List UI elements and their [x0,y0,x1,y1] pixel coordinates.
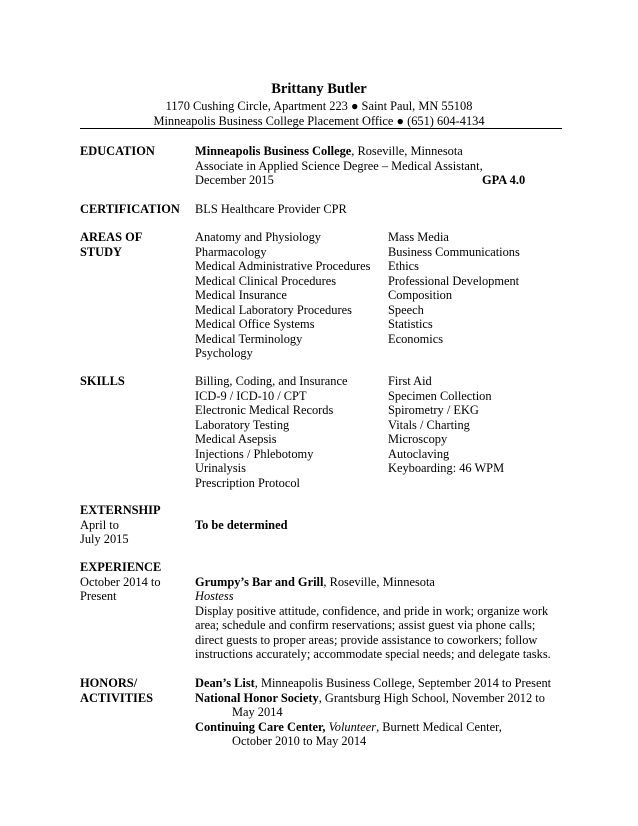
education-location: , Roseville, Minnesota [351,144,463,158]
honor-item-continuation: May 2014 [232,705,283,719]
study-item: Economics [388,331,444,346]
externship-dates-line1: April to [80,517,119,532]
honor-detail: , Minneapolis Business College, September 2014 to Present [254,676,552,690]
skill-item: Electronic Medical Records [195,403,334,417]
areas-of-study-heading-line2: STUDY [80,244,122,259]
honors-heading-line1: HONORS/ [80,676,138,690]
experience-employer-line [195,575,435,590]
honor-title: Continuing Care Center, [195,719,326,734]
address-line: 1170 Cushing Circle, Apartment 223 ● Saint Paul, MN 55108 [165,99,473,113]
skills-column-2 [388,374,504,476]
experience-title: Hostess [195,589,234,603]
education-degree: Associate in Applied Science Degree – Medical Assistant, [195,158,483,173]
education-school: Minneapolis Business College [195,144,352,158]
skill-item: First Aid [388,374,432,388]
honors-heading-line2: ACTIVITIES [80,690,153,705]
experience-dates-line1: October 2014 to [80,574,161,589]
areas-of-study-heading-line1: AREAS OF [80,230,143,244]
resume-name: Brittany Butler [271,81,367,97]
honor-item-continuation: October 2010 to May 2014 [232,734,367,748]
education-school-line [195,144,463,159]
skill-item: Injections / Phlebotomy [195,446,314,461]
education-gpa: GPA 4.0 [482,173,526,187]
experience-description: Display positive attitude, confidence, and pride in work; organize work area; schedule and confirm reservations; assist guest via phone calls; direct guests to proper areas; provide assistance to coworkers; follow instructions accurately; accommodate special needs; and delegate tasks. [195,603,551,661]
honor-role: Volunteer [328,719,377,734]
study-item: Professional Development [388,273,520,288]
skills-column-1 [195,374,347,490]
honor-title: Dean’s List [195,676,255,690]
honor-item-national-honor-society [195,691,545,706]
skill-item: Microscopy [388,432,448,446]
skill-item: Urinalysis [195,461,246,475]
skill-item: Keyboarding: 46 WPM [388,461,505,475]
header-divider [80,128,562,129]
experience-employer: Grumpy’s Bar and Grill [195,574,324,589]
education-heading: EDUCATION [80,144,155,158]
study-item: Statistics [388,317,433,331]
skill-item: Billing, Coding, and Insurance [195,374,348,388]
study-item: Business Communications [388,244,520,259]
skills-heading: SKILLS [80,374,125,388]
honor-item-continuing-care [195,720,502,735]
skill-item: Specimen Collection [388,388,492,403]
skill-item: Laboratory Testing [195,417,290,432]
study-item: Medical Administrative Procedures [195,259,371,273]
skill-item: Spirometry / EKG [388,403,479,417]
study-item: Composition [388,288,453,302]
certification-heading: CERTIFICATION [80,202,180,216]
externship-value: To be determined [195,517,288,532]
study-item: Mass Media [388,230,449,244]
experience-dates-line2: Present [80,589,117,603]
skill-item: Vitals / Charting [388,417,470,432]
skill-item: Prescription Protocol [195,475,300,490]
experience-location: , Roseville, Minnesota [323,574,435,589]
study-item: Medical Insurance [195,288,287,302]
study-item: Medical Office Systems [195,317,315,331]
study-item: Pharmacology [195,244,267,259]
study-item: Ethics [388,259,419,273]
honor-detail: , Grantsburg High School, November 2012 to [318,690,545,705]
education-date: December 2015 [195,173,274,187]
experience-heading: EXPERIENCE [80,560,162,574]
areas-of-study-column-2 [388,230,520,346]
study-item: Medical Clinical Procedures [195,273,337,288]
honor-item-deans-list [195,676,551,691]
study-item: Speech [388,302,424,317]
skill-item: Medical Asepsis [195,432,277,446]
externship-dates-line2: July 2015 [80,532,129,546]
externship-heading: EXTERNSHIP [80,503,161,517]
study-item: Psychology [195,346,253,360]
study-item: Medical Laboratory Procedures [195,302,352,317]
study-item: Anatomy and Physiology [195,230,321,244]
honor-detail: , Burnett Medical Center, [376,719,502,734]
areas-of-study-column-1 [195,230,371,361]
skill-item: Autoclaving [388,446,450,461]
contact-line: Minneapolis Business College Placement Office ● (651) 604-4134 [153,114,485,128]
certification-value: BLS Healthcare Provider CPR [195,202,347,216]
study-item: Medical Terminology [195,331,303,346]
skill-item: ICD-9 / ICD-10 / CPT [195,388,307,403]
honor-title: National Honor Society [195,690,319,705]
